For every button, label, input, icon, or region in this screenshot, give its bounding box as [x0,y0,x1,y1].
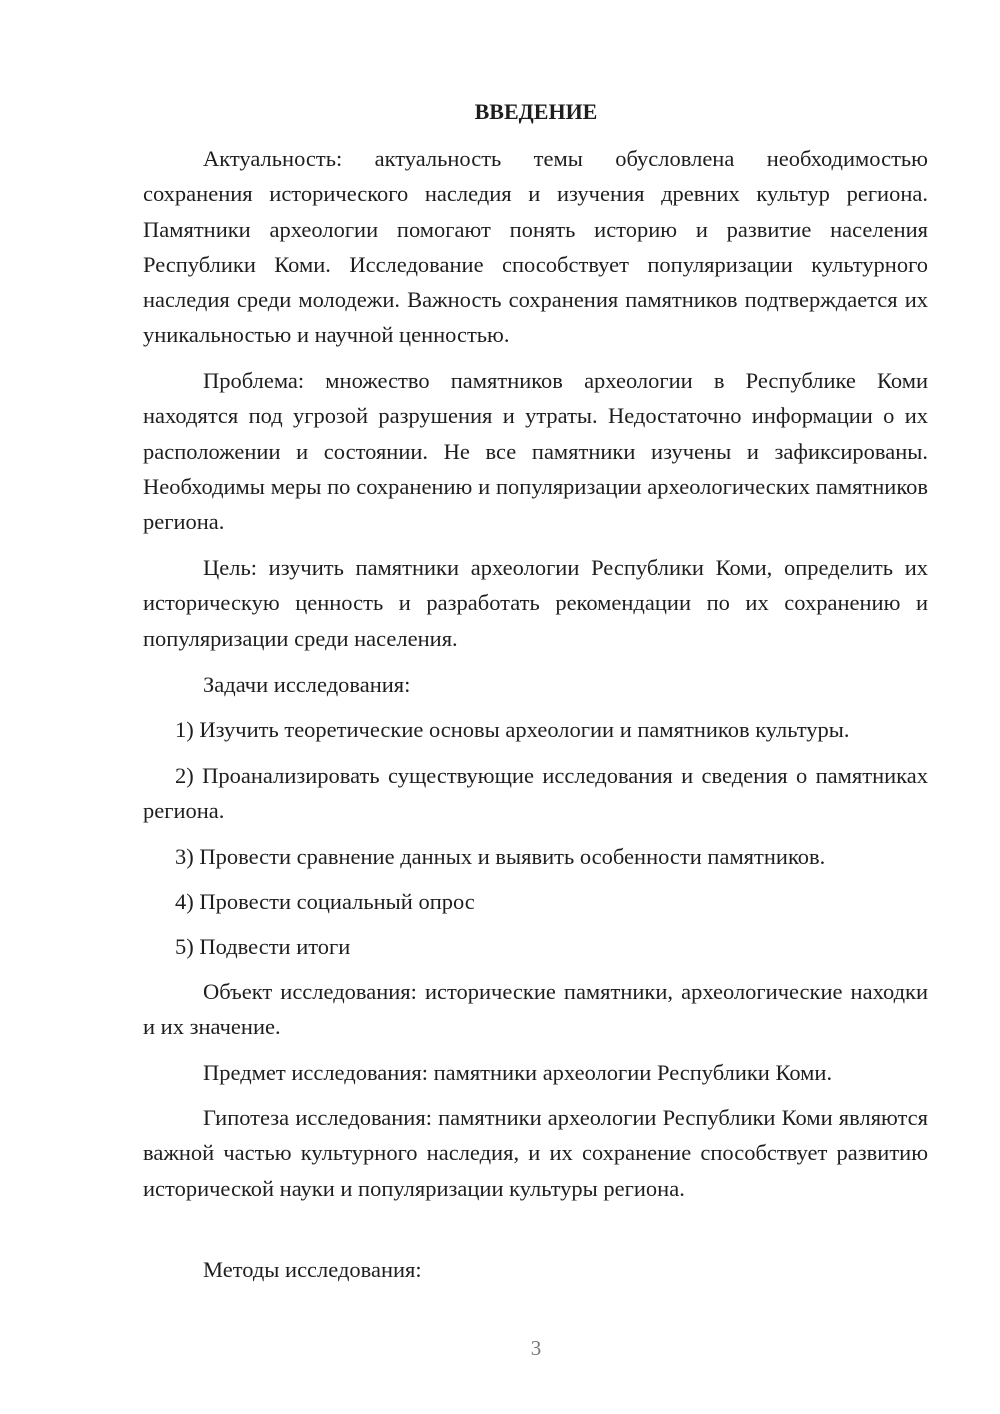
task-item-3: 3) Провести сравнение данных и выявить особенности памятников. [175,844,826,869]
task-item-2: 2) Проанализировать существующие исследования и сведения о памятниках региона. [143,763,928,824]
goal-paragraph: Цель: изучить памятники археологии Республики Коми, определить их историческую ценность и разработать рекомендации по их сохранению и популяризации среди населения. [143,555,928,651]
hypothesis-paragraph: Гипотеза исследования: памятники археологии Республики Коми являются важной частью культурного наследия, и их сохранение способствует развитию исторической науки и популяризации культуры региона. [143,1105,928,1201]
task-item-5: 5) Подвести итоги [175,934,351,959]
task-item-1: 1) Изучить теоретические основы археологии и памятников культуры. [175,717,850,742]
subject-paragraph: Предмет исследования: памятники археологии Республики Коми. [203,1060,833,1085]
methods-heading: Методы исследования: [203,1257,422,1282]
object-paragraph: Объект исследования: исторические памятники, археологические находки и их значение. [143,979,928,1040]
relevance-paragraph: Актуальность: актуальность темы обусловлена необходимостью сохранения исторического наследия и изучения древних культур региона. Памятники археологии помогают понять историю и развитие населения Республики Коми. Исследование способствует популяризации культурного наследия среди молодежи. Важность сохранения памятников подтверждается их уникальностью и научной ценностью. [143,146,928,348]
task-item-4: 4) Провести социальный опрос [175,889,475,914]
tasks-heading: Задачи исследования: [203,672,411,697]
problem-paragraph: Проблема: множество памятников археологии в Республике Коми находятся под угрозой разрушения и утраты. Недостаточно информации о их расположении и состоянии. Не все памятники изучены и зафиксированы. Необходимы меры по сохранению и популяризации археологических памятников региона. [143,368,928,535]
page-number: 3 [530,1336,542,1360]
section-title: ВВЕДЕНИЕ [474,99,598,124]
